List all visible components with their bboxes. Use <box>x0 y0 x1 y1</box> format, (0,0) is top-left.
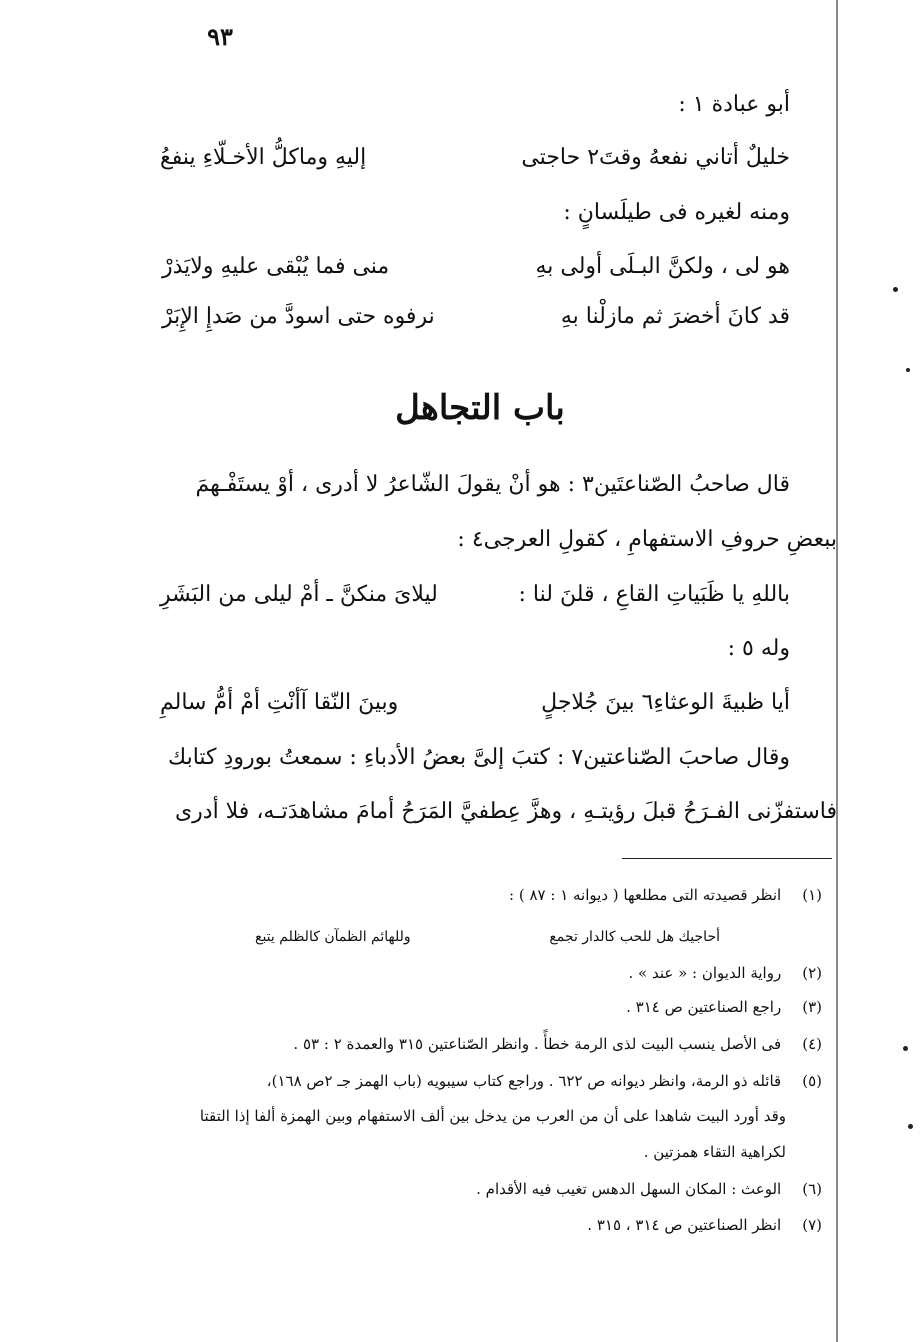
verse-second-hemistich: ليلاىَ منكنَّ ـ أمْ ليلى من البَشَرِ <box>160 582 438 607</box>
footnote-text: رواية الديوان : « عند » . <box>628 964 782 982</box>
footnote <box>293 1033 822 1055</box>
margin-dot-mark <box>908 1124 913 1129</box>
paragraph-line: ببعضِ حروفِ الاستفهامِ ، كقولِ العرجى٤ : <box>457 527 837 552</box>
footnote <box>509 884 822 906</box>
verse-first-hemistich: أحاجيك هل للحب كالدار تجمع <box>549 929 720 945</box>
paragraph-line: وقال صاحبَ الصّناعتين٧ : كتبَ إلىَّ بعضُ الأدباءِ : سمعتُ بورودِ كتابك <box>168 745 790 770</box>
page-edge-line <box>836 0 838 1342</box>
verse-line <box>160 688 790 718</box>
margin-dot-mark <box>893 287 898 292</box>
poet-heading: أبو عبادة ١ : <box>678 92 790 117</box>
paragraph-line: قال صاحبُ الصّناعتَين٣ : هو أنْ يقولَ الشّاعرُ لا أدرى ، أوْ يستَفْـهمَ <box>195 472 790 497</box>
paragraph-line: فاستفزّنى الفـرَحُ قبلَ رؤيتـهِ ، وهزَّ عِطفيَّ المَرَحُ أمامَ مشاهدَتـه، فلا أدرى <box>174 799 837 824</box>
verse-line <box>162 252 790 282</box>
footnote <box>587 1214 822 1236</box>
verse-first-hemistich: أيا ظبيةَ الوعثاءِ٦ بينَ جُلاجلٍ <box>541 690 790 715</box>
verse-line <box>160 580 790 610</box>
margin-dot-mark <box>903 1046 908 1051</box>
verse-line <box>162 302 790 332</box>
footnote-text: انظر الصناعتين ص ٣١٤ ، ٣١٥ . <box>587 1216 782 1234</box>
footnote-continuation: وقد أورد البيت شاهدا على أن من العرب من يدخل بين ألف الاستفهام وبين الهمزة ألفا إذا التقتا <box>199 1107 786 1125</box>
footnote-number: (٥) <box>802 1072 822 1090</box>
verse-line <box>160 143 790 173</box>
footnote-text: الوعث : المكان السهل الدهس تغيب فيه الأقدام . <box>476 1180 782 1198</box>
footnote-number: (٦) <box>802 1180 822 1198</box>
footnote-text: انظر قصيدته التى مطلعها ( ديوانه ١ : ٨٧ ) : <box>509 886 782 904</box>
footnote-number: (٣) <box>802 998 822 1016</box>
verse-first-hemistich: خليلٌ أتاني نفعهُ وقتَ٢ حاجتى <box>521 145 790 170</box>
verse-second-hemistich: إليهِ وماكلُّ الأخـلّاءِ ينفعُ <box>160 145 367 170</box>
text-line: وله ٥ : <box>727 636 790 661</box>
verse-second-hemistich: منى فما يُبْقى عليهِ ولايَذرْ <box>162 254 390 279</box>
chapter-title: باب التجاهل <box>395 388 565 428</box>
footnote-number: (١) <box>802 886 822 904</box>
footnote-number: (٧) <box>802 1216 822 1234</box>
verse-second-hemistich: وبينَ النّقا آأنْتِ أمْ أمُّ سالمِ <box>160 690 399 715</box>
text-line: ومنه لغيره فى طيلَسانٍ : <box>563 200 790 225</box>
footnote <box>628 962 822 984</box>
footnote-number: (٢) <box>802 964 822 982</box>
verse-first-hemistich: هو لى ، ولكنَّ البـلَى أولى بهِ <box>535 254 790 279</box>
footnote-text: فى الأصل ينسب البيت لذى الرمة خطأً . وانظر الصّناعتين ٣١٥ والعمدة ٢ : ٥٣ . <box>293 1035 782 1053</box>
footnote <box>626 996 822 1018</box>
page-number: ٩٣ <box>207 22 233 51</box>
footnote-number: (٤) <box>802 1035 822 1053</box>
footnote-verse <box>255 926 720 948</box>
footnote <box>267 1070 822 1092</box>
verse-first-hemistich: باللهِ يا ظَبَياتِ القاعِ ، قلنَ لنا : <box>518 582 790 607</box>
footnote-text: راجع الصناعتين ص ٣١٤ . <box>626 998 782 1016</box>
footnote-continuation: لكراهية التقاء همزتين . <box>643 1143 786 1161</box>
margin-dot-mark <box>906 368 910 372</box>
footnote <box>476 1178 822 1200</box>
footnote-divider <box>622 858 832 859</box>
verse-second-hemistich: نرفوه حتى اسودَّ من صَدإِ الإِبَرْ <box>162 304 435 329</box>
footnote-text: قائله ذو الرمة، وانظر ديوانه ص ٦٢٢ . وراجع كتاب سيبويه (باب الهمز جـ ٢ص ١٦٨)، <box>266 1072 782 1090</box>
verse-second-hemistich: وللهائم الظمآن كالظلم يتبع <box>255 929 411 945</box>
verse-first-hemistich: قد كانَ أخضرَ ثم مازلْنا بهِ <box>560 304 790 329</box>
